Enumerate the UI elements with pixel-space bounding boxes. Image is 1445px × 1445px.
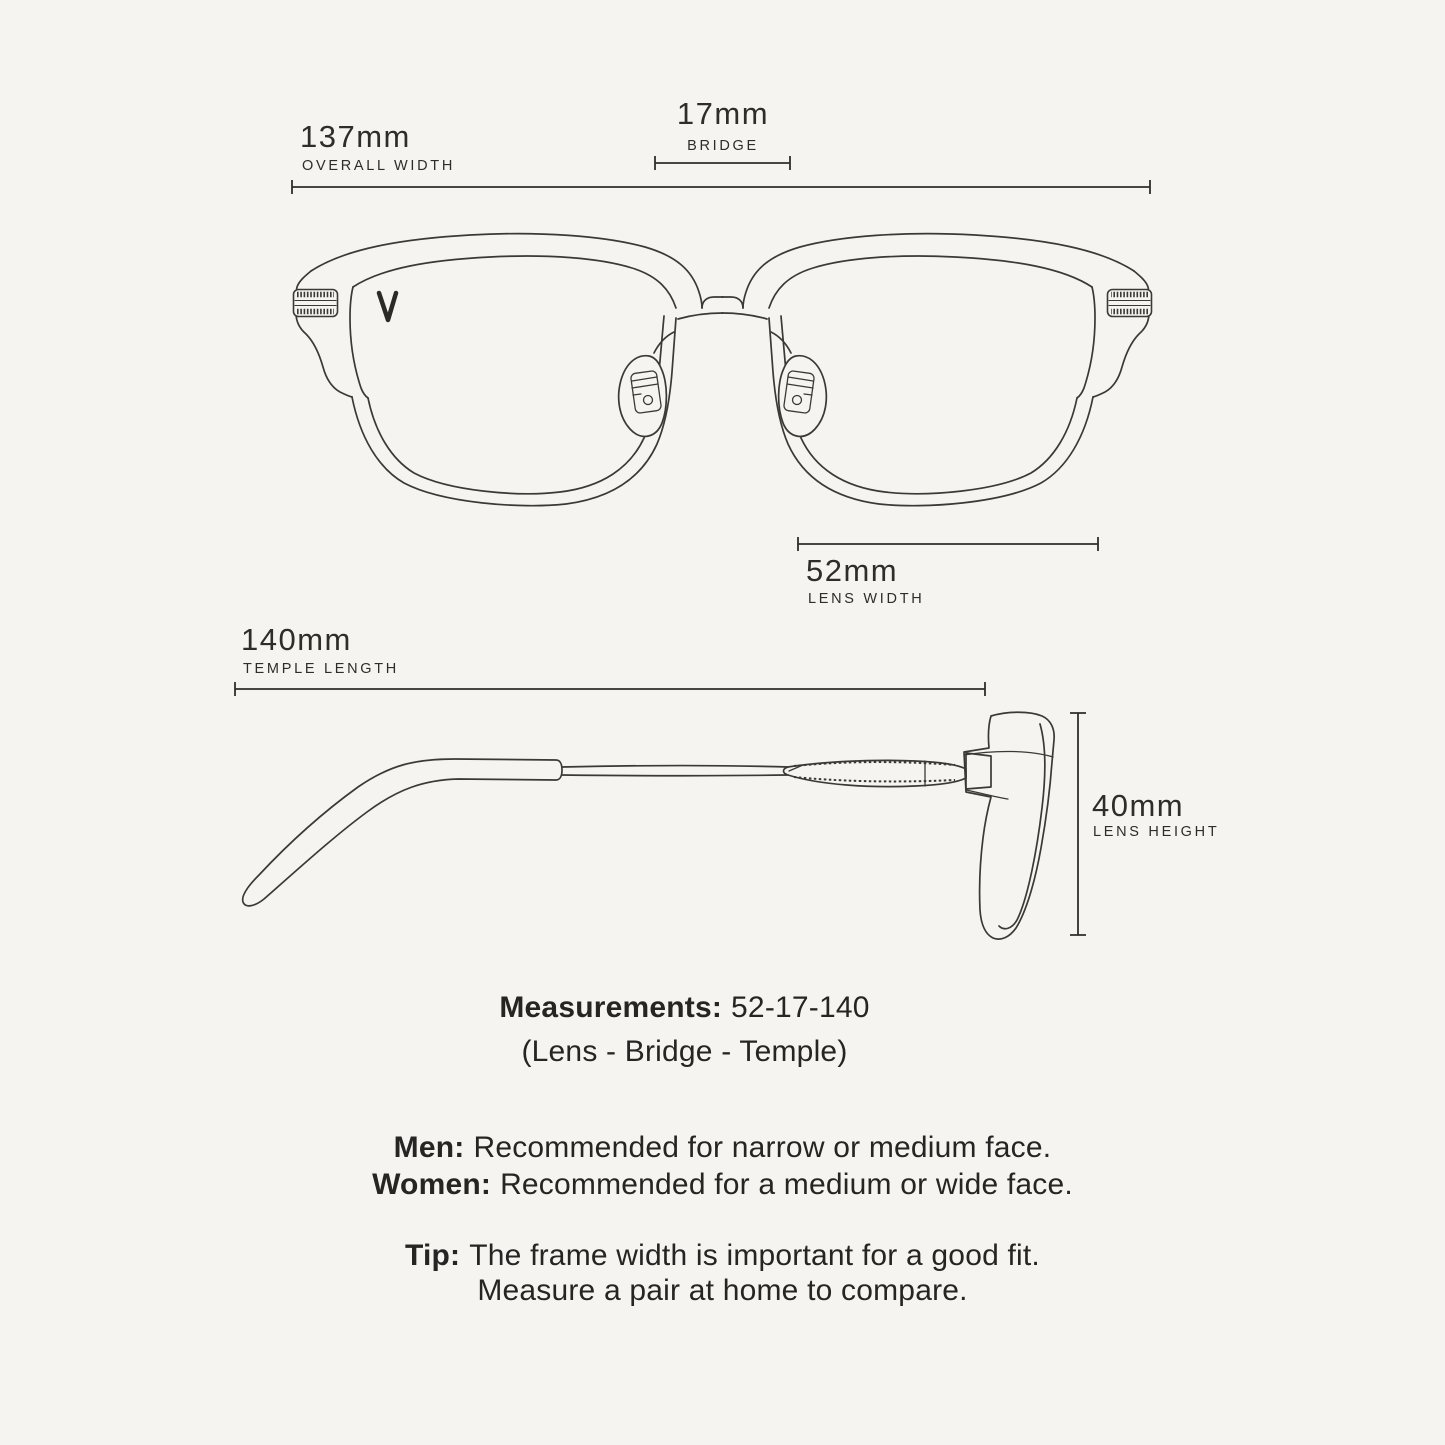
temple-length-measure-line xyxy=(235,682,985,696)
fit-tip-line2: Measure a pair at home to compare. xyxy=(477,1274,968,1307)
bridge-label-group xyxy=(623,96,823,154)
lens-height-label: LENS HEIGHT xyxy=(1093,824,1220,840)
bridge-value: 17mm xyxy=(676,96,770,131)
overall-width-label: OVERALL WIDTH xyxy=(302,158,455,174)
lens-width-value: 52mm xyxy=(806,553,899,588)
tip-text: The frame width is important for a good fit. xyxy=(469,1239,1040,1272)
v-brand-logo-icon xyxy=(379,293,396,320)
measurements-summary xyxy=(0,991,1407,1025)
men-text: Recommended for narrow or medium face. xyxy=(473,1131,1052,1164)
measurements-breakdown: (Lens - Bridge - Temple) xyxy=(521,1035,848,1068)
measurements-summary-value: 52-17-140 xyxy=(731,991,870,1024)
glasses-front-view-illustration xyxy=(294,234,1152,506)
fit-tip-line1 xyxy=(0,1239,1445,1273)
temple-length-label: TEMPLE LENGTH xyxy=(243,661,399,677)
lens-height-measure-line xyxy=(1070,713,1086,935)
lens-width-measure-line xyxy=(798,537,1098,551)
women-label: Women: xyxy=(372,1168,492,1201)
men-recommendation xyxy=(0,1131,1445,1165)
lens-width-label: LENS WIDTH xyxy=(808,591,925,607)
lens-height-value: 40mm xyxy=(1092,788,1185,823)
women-recommendation xyxy=(0,1168,1445,1202)
overall-width-measure-line xyxy=(292,180,1150,194)
glasses-side-view-illustration xyxy=(243,712,1055,939)
bridge-measure-line xyxy=(655,156,790,170)
temple-length-value: 140mm xyxy=(241,622,352,657)
overall-width-value: 137mm xyxy=(300,119,411,154)
men-label: Men: xyxy=(393,1131,465,1164)
measurements-summary-label: Measurements: xyxy=(499,991,723,1024)
bridge-label: BRIDGE xyxy=(687,138,759,154)
women-text: Recommended for a medium or wide face. xyxy=(500,1168,1073,1201)
tip-label: Tip: xyxy=(405,1239,461,1272)
